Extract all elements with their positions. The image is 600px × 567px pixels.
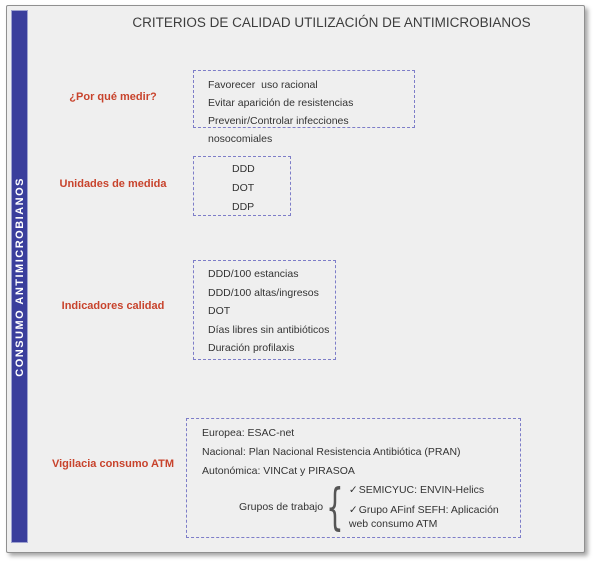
grupos-de-trabajo-row — [239, 478, 520, 536]
check-icon: ✓ — [348, 504, 358, 516]
list-item: Días libres sin antibióticos — [208, 323, 330, 336]
section-label-indicadores-calidad: Indicadores calidad — [61, 300, 165, 312]
check-item-text: SEMICYUC: ENVIN-Helics — [358, 484, 485, 496]
list-item: Europea: ESAC-net — [202, 427, 295, 439]
list-item: Nacional: Plan Nacional Resistencia Antibiótica (PRAN) — [202, 446, 461, 458]
box-por-que-medir — [193, 70, 415, 145]
list-item: Evitar aparición de resistencias — [208, 97, 354, 109]
section-label-vigilacia-consumo-atm: Vigilacia consumo ATM — [51, 458, 175, 470]
list-item: DDD/100 altas/ingresos — [208, 286, 319, 299]
list-item: Autonómica: VINCat y PIRASOA — [202, 465, 355, 477]
box-unidades-de-medida — [193, 156, 291, 216]
list-item: Favorecer uso racional — [208, 79, 318, 91]
check-icon: ✓ — [348, 484, 358, 496]
brace-glyph: { — [326, 478, 344, 536]
list-item: DOT — [208, 305, 231, 317]
list-item: DOT — [232, 182, 255, 194]
check-item-text: Grupo AFinf SEFH: Aplicación web consumo ATM — [348, 504, 499, 530]
sidebar-band — [11, 10, 28, 543]
box-indicadores-calidad — [193, 260, 336, 360]
section-label-unidades-de-medida: Unidades de medida — [59, 178, 167, 190]
list-item: DDD — [232, 163, 255, 175]
list-item — [349, 503, 520, 531]
page-title: CRITERIOS DE CALIDAD UTILIZACIÓN DE ANTIMICROBIANOS — [132, 15, 531, 30]
box-vigilacia-consumo-atm — [186, 418, 521, 538]
list-item: Duración profilaxis — [208, 342, 295, 354]
section-label-por-que-medir: ¿Por qué medir? — [69, 91, 157, 103]
grupos-de-trabajo-label: Grupos de trabajo — [239, 501, 324, 513]
list-item: DDP — [232, 201, 255, 213]
sidebar-band-label: CONSUMO ANTIMICROBIANOS — [13, 176, 26, 377]
list-item — [349, 483, 520, 497]
list-item: Prevenir/Controlar infecciones nosocomiales — [208, 115, 352, 145]
list-item: DDD/100 estancias — [208, 268, 299, 280]
grupos-de-trabajo-list — [349, 483, 520, 531]
slide — [6, 5, 585, 553]
